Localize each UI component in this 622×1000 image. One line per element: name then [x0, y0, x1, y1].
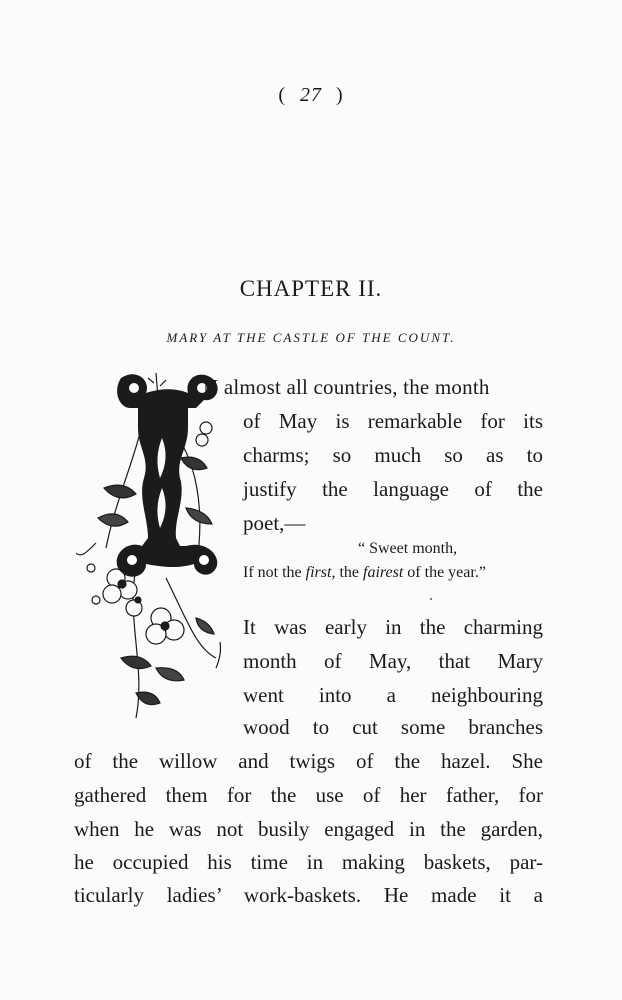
- body-line-2: of May is remarkable for its: [243, 409, 543, 433]
- ornamental-drop-cap: [76, 368, 226, 726]
- body-line-11: gathered them for the use of her father, for: [74, 783, 543, 807]
- quote-text: of the year.”: [403, 564, 486, 581]
- body-line-5: poet,—: [243, 511, 306, 535]
- body-line-14: ticularly ladies’ work-baskets. He made it a: [74, 883, 543, 907]
- body-line-10: of the willow and twigs of the hazel. She: [74, 749, 543, 773]
- chapter-title: CHAPTER II.: [239, 276, 383, 301]
- quote-emphasis-first: first: [305, 564, 332, 581]
- body-line-1: N almost all countries, the month: [203, 375, 490, 399]
- quote-text: If not the: [243, 564, 306, 581]
- quote-line-2: [243, 564, 486, 582]
- page-number-open: (: [278, 84, 286, 106]
- page-number: [0, 84, 622, 107]
- print-speck: [430, 598, 432, 600]
- quote-line-1: “ Sweet month,: [358, 540, 458, 557]
- quote-text: , the: [331, 564, 363, 581]
- body-line-8: went into a neighbouring: [243, 683, 543, 707]
- body-line-12: when he was not busily engaged in the garden,: [74, 817, 543, 841]
- page-number-value: 27: [300, 84, 322, 106]
- body-line-6: It was early in the charming: [243, 615, 543, 639]
- chapter-subtitle: MARY AT THE CASTLE OF THE COUNT.: [166, 330, 456, 345]
- body-line-13: he occupied his time in making baskets, par-: [74, 850, 543, 874]
- body-line-3: charms; so much so as to: [243, 443, 543, 467]
- letter-i-glyph: [117, 374, 218, 576]
- body-line-7: month of May, that Mary: [243, 649, 543, 673]
- body-line-4: justify the language of the: [243, 477, 543, 501]
- body-line-9: wood to cut some branches: [243, 715, 543, 739]
- quote-emphasis-fairest: fairest: [363, 564, 404, 581]
- page-number-close: ): [336, 84, 344, 106]
